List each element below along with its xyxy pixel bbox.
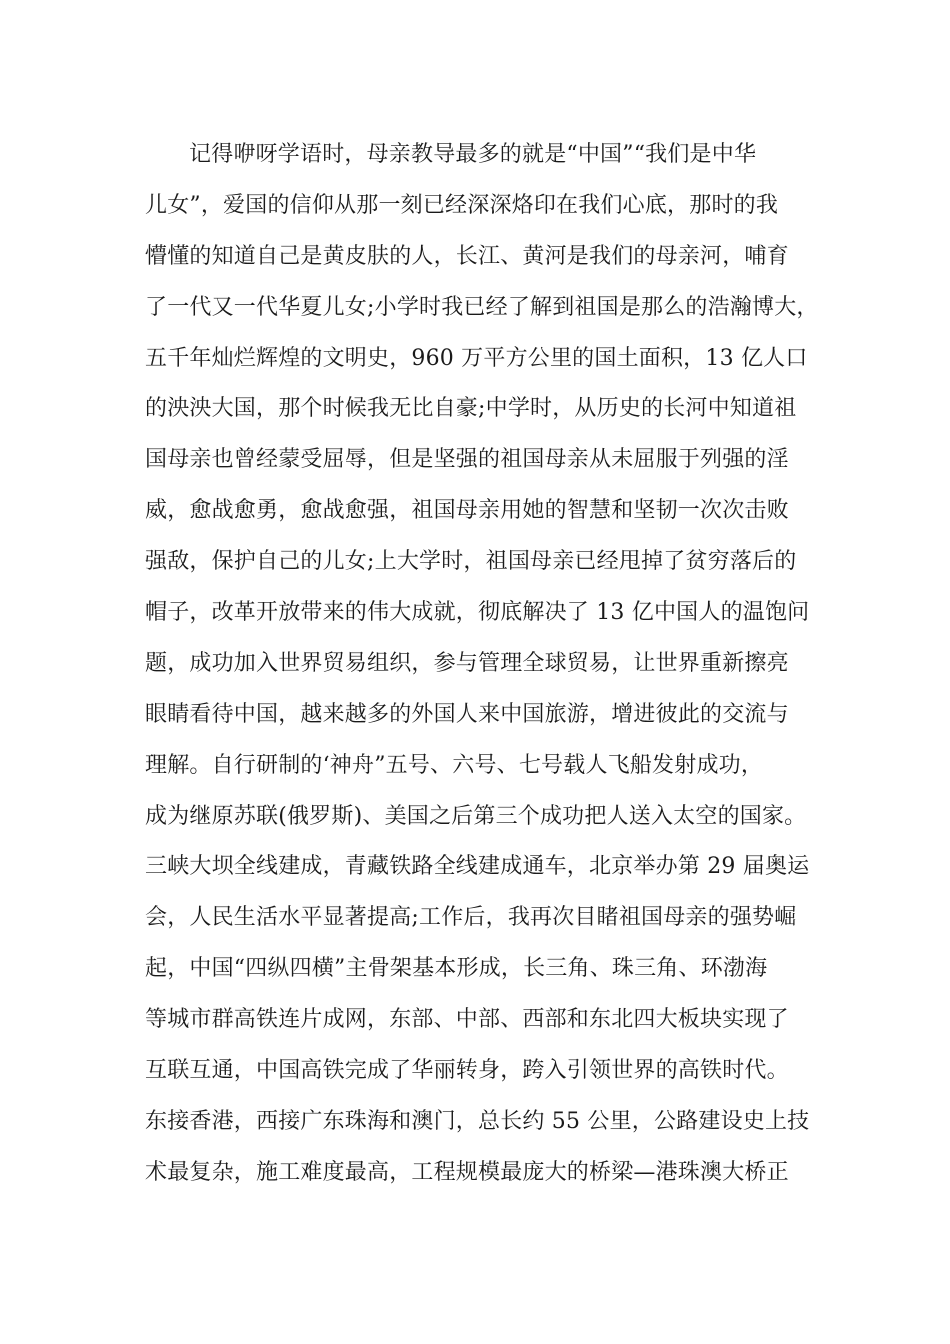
text-line: 理解。自行研制的‘神舟”五号、六号、七号载人飞船发射成功， [145,752,764,778]
text-line: 起，中国“四纵四横”主骨架基本形成，长三角、珠三角、环渤海 [145,956,768,982]
text-line: 术最复杂，施工难度最高，工程规模最庞大的桥梁—港珠澳大桥正 [145,1159,789,1185]
text-line: 眼睛看待中国，越来越多的外国人来中国旅游，增进彼此的交流与 [145,701,789,727]
text-line: 威，愈战愈勇，愈战愈强，祖国母亲用她的智慧和坚韧一次次击败 [145,498,789,524]
text-line: 互联互通，中国高铁完成了华丽转身，跨入引领世界的高铁时代。 [145,1058,789,1084]
text-line: 帽子，改革开放带来的伟大成就，彻底解决了 13 亿中国人的温饱问 [145,600,810,626]
text-line: 东接香港，西接广东珠海和澳门，总长约 55 公里，公路建设史上技 [145,1108,810,1134]
text-line: 懵懂的知道自己是黄皮肤的人，长江、黄河是我们的母亲河，哺育 [145,243,789,269]
body-paragraph [145,130,825,1199]
text-line: 记得咿呀学语时，母亲教导最多的就是“中国”“我们是中华 [189,142,757,167]
text-line: 的泱泱大国，那个时候我无比自豪;中学时，从历史的长河中知道祖 [145,396,797,422]
text-line: 儿女”，爱国的信仰从那一刻已经深深烙印在我们心底，那时的我 [145,192,779,218]
text-line: 会，人民生活水平显著提高;工作后，我再次目睹祖国母亲的强势崛 [145,905,797,931]
text-line: 了一代又一代华夏儿女;小学时我已经了解到祖国是那么的浩瀚博大， [145,294,819,320]
text-line: 成为继原苏联(俄罗斯)、美国之后第三个成功把人送入太空的国家。 [145,803,807,829]
text-line: 国母亲也曾经蒙受屈辱，但是坚强的祖国母亲从未屈服于列强的淫 [145,447,789,473]
text-line: 强敌，保护自己的儿女;上大学时，祖国母亲已经甩掉了贫穷落后的 [145,549,797,575]
text-line: 等城市群高铁连片成网，东部、中部、西部和东北四大板块实现了 [145,1007,789,1033]
text-line: 三峡大坝全线建成，青藏铁路全线建成通车，北京举办第 29 届奥运 [145,854,810,880]
text-line: 题，成功加入世界贸易组织，参与管理全球贸易，让世界重新擦亮 [145,650,789,676]
text-line: 五千年灿烂辉煌的文明史，960 万平方公里的国土面积，13 亿人口 [145,345,808,371]
